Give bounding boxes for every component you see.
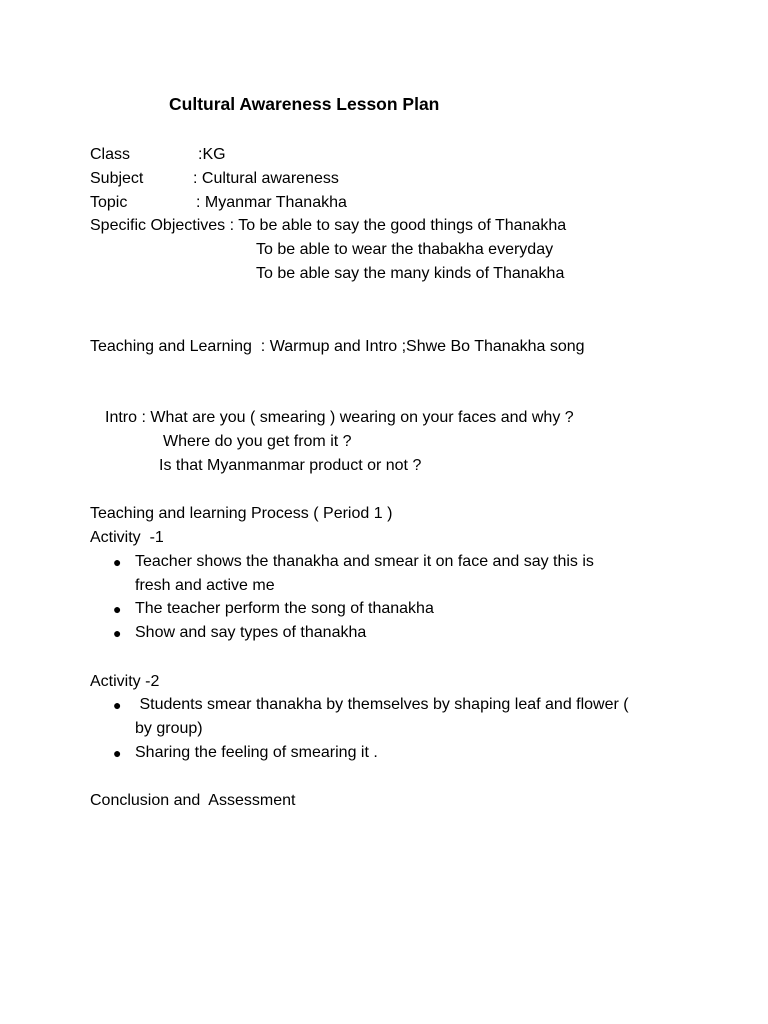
activity-2-bullet-1-cont: by group) [135, 720, 203, 737]
class-label: Class [90, 146, 131, 163]
document-title: Cultural Awareness Lesson Plan [169, 94, 440, 114]
teaching-learning-line: Teaching and Learning : Warmup and Intro ;Shwe Bo Thanakha song [90, 338, 585, 355]
class-value: :KG [198, 146, 226, 163]
activity-1-bullet-1: Teacher shows the thanakha and smear it on face and say this is [135, 553, 594, 570]
activity-1-heading: Activity -1 [90, 529, 164, 546]
activity-1-bullet-3: Show and say types of thanakha [135, 624, 367, 641]
activity-2-heading: Activity -2 [90, 673, 160, 690]
bullet-icon: ● [113, 745, 122, 761]
activity-1-bullet-1-cont: fresh and active me [135, 577, 275, 594]
objectives-line-2: To be able to wear the thabakha everyday [256, 241, 554, 258]
intro-line-1: Intro : What are you ( smearing ) wearing on your faces and why ? [105, 409, 574, 426]
activity-1-bullet-2: The teacher perform the song of thanakha [135, 600, 434, 617]
activity-2-bullet-1: Students smear thanakha by themselves by shaping leaf and flower ( [135, 696, 629, 713]
conclusion-heading: Conclusion and Assessment [90, 792, 296, 809]
process-heading: Teaching and learning Process ( Period 1 ) [90, 505, 393, 522]
intro-line-3: Is that Myanmanmar product or not ? [159, 457, 422, 474]
intro-line-2: Where do you get from it ? [163, 433, 352, 450]
subject-label: Subject [90, 170, 144, 187]
bullet-icon: ● [113, 697, 122, 713]
objectives-line-1: Specific Objectives : To be able to say the good things of Thanakha [90, 217, 567, 234]
bullet-icon: ● [113, 554, 122, 570]
subject-value: : Cultural awareness [193, 170, 339, 187]
bullet-icon: ● [113, 601, 122, 617]
topic-value: : Myanmar Thanakha [196, 194, 347, 211]
bullet-icon: ● [113, 625, 122, 641]
activity-2-bullet-2: Sharing the feeling of smearing it . [135, 744, 378, 761]
topic-label: Topic [90, 194, 128, 211]
objectives-line-3: To be able say the many kinds of Thanakha [256, 265, 565, 282]
